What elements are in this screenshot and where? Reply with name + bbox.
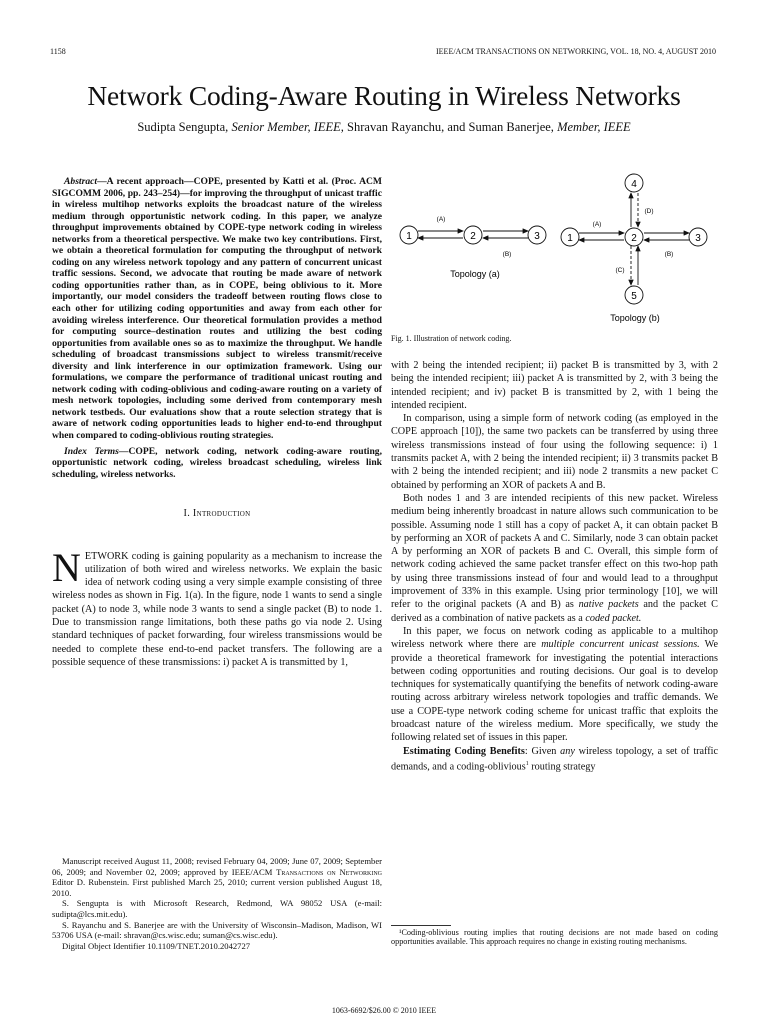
edge-label: (D) — [644, 208, 654, 215]
node-label: 1 — [406, 231, 412, 242]
body-paragraph: In this paper, we focus on network coding as applicable to a multihop wireless network where there are multiple concurrent unicast sessions. We provide a theoretical framework for investigating the potential interactions between coding opportunities and routing decisions. Our goal is to develop techniques for systematically quantifying the benefits of network coding-aware routing across arbitrary wireless network topologies and traffic demands. We use a COPE-type network coding scheme for unicast traffic that exploits the broadcast nature of the wireless medium. More specifically, we study the following related set of issues in this paper. — [391, 625, 718, 744]
footnote-doi: Digital Object Identifier 10.1109/TNET.2010.2042727 — [62, 940, 251, 951]
edge-label: (B) — [502, 251, 512, 258]
index-terms-lead: Index Terms — [64, 445, 119, 457]
footnote-affiliation-1: S. Sengupta is with Microsoft Research, Redmond, WA 98052 USA (e-mail: sudipta@lcs.mit.edu). — [52, 898, 382, 919]
author-sengupta: Sudipta Sengupta, — [137, 120, 229, 134]
footnote-rule — [391, 925, 451, 926]
edge-label: (C) — [615, 267, 625, 274]
footnotes — [52, 856, 382, 951]
intro-text: ETWORK coding is gaining popularity as a mechanism to increase the utilization of both wired and wireless networks. We explain the basic idea of network coding using a very simple example consisting of three wireless nodes as shown in Fig. 1(a). In the figure, node 1 wants to send a single packet (A) to node 3, while node 3 wants to send a single packet (B) to node 1. Due to transmission range limitations, both these paths go via node 2. Using standard techniques of packet forwarding, four wireless transmissions would be needed to complete these end-to-end packet transfers. The following are a possible sequence of these transmissions: i) packet A is transmitted by 1, — [52, 550, 382, 668]
author-rayanchu: Shravan Rayanchu, and — [347, 120, 466, 134]
page-number: 1158 — [50, 47, 66, 56]
footnote-affiliation-2: S. Rayanchu and S. Banerjee are with the University of Wisconsin–Madison, Madison, WI 53706 USA (e-mail: shravan@cs.wisc.edu; suman@cs.wisc.edu). — [52, 919, 382, 941]
drop-cap: N — [52, 544, 81, 590]
journal-header: IEEE/ACM TRANSACTIONS ON NETWORKING, VOL. 18, NO. 4, AUGUST 2010 — [436, 47, 716, 56]
node-label: 2 — [631, 233, 637, 244]
copyright-line: 1063-6692/$26.00 © 2010 IEEE — [331, 1006, 437, 1015]
node-label: 2 — [470, 231, 476, 242]
topology-a — [400, 216, 546, 279]
figure-caption: Fig. 1. Illustration of network coding. — [391, 334, 512, 343]
node-label: 5 — [631, 291, 637, 302]
right-column — [391, 359, 718, 774]
left-column — [52, 176, 382, 669]
abstract-text: —A recent approach—COPE, presented by Katti et al. (Proc. ACM SIGCOMM 2006, pp. 243–254)—for improving the throughput of unicast traffic in wireless multihop networks exploits the broadcast nature of the wireless medium through opportunistic network coding. In this paper, we analyze throughput improvements obtained by COPE-type network coding in wireless networks from a theoretical perspective. We make two key contributions. First, we obtain a theoretical formulation for computing the throughput of network coding on any wireless network topology and any pattern of concurrent unicast traffic sessions. Second, we advocate that routing be made aware of network coding opportunities rather than, as in COPE, being oblivious to it. More importantly, our model considers the tradeoff between routing flows close to each other for utilizing coding opportunities and away from each other for avoiding wireless interference. Our theoretical formulation provides a method for computing source–destination routes and utilizing the best coding opportunities from available ones so as to maximize the throughput. We handle scheduling of broadcast transmissions subject to wireless transmit/receive diversity and link interference in our optimization framework. Using our formulations, we compare the performance of traditional unicast routing and network coding with coding-oblivious and coding-aware routing on a variety of mesh network topologies, including some derived from contemporary mesh network testbeds. Our evaluations show that a route selection strategy that is aware of network coding opportunities leads to higher end-to-end throughput when compared to coding-oblivious routing strategies. — [52, 176, 382, 442]
body-paragraph: In comparison, using a simple form of network coding (as employed in the COPE approach [10]), the same two packets can be transferred by using three wireless transmissions instead of four using the following sequence: i) 1 transmits packet A, with 2 being the intended recipient; ii) 3 transmits packet B with 2 being the intended recipient; and iii) node 2 transmits a new packet C obtained by performing an XOR of packets A and B. — [391, 413, 718, 491]
right-footnote: ¹Coding-oblivious routing implies that routing decisions are not made based on coding opportunities available. This approach requires no change in existing routing mechanisms. — [391, 928, 718, 947]
edge-label: (B) — [664, 251, 674, 258]
index-terms — [52, 446, 382, 481]
edge-label: (A) — [592, 221, 602, 228]
intro-paragraph — [52, 544, 382, 670]
author-role: Member, IEEE — [557, 120, 631, 134]
edge-label: (A) — [436, 216, 446, 223]
topology-b — [561, 174, 707, 323]
index-terms-text: —COPE, network coding, network coding-aware routing, opportunistic network coding, wireless broadcast scheduling, wireless link scheduling, wireless networks. — [52, 445, 382, 480]
abstract — [52, 176, 382, 442]
node-label: 3 — [695, 233, 701, 244]
topology-b-label: Topology (b) — [610, 313, 660, 323]
footnote-manuscript: Manuscript received August 11, 2008; revised February 04, 2009; June 07, 2009; September 06, 2009; and November 02, 2009; approved by IEEE/ACM Transactions on Networking Editor D. Rubenstein. First published March 25, 2010; current version published August 18, 2010. — [52, 856, 382, 898]
body-paragraph: with 2 being the intended recipient; ii) packet B is transmitted by 3, with 2 being the intended recipient; iii) packet A is transmitted by 2, with 3 being the intended recipient; and iv) packet B is transmitted by 2, with 1 being the intended recipient. — [391, 360, 718, 411]
author-role: Senior Member, IEEE, — [231, 120, 344, 134]
section-heading — [52, 507, 382, 520]
body-paragraph: Both nodes 1 and 3 are intended recipients of this new packet. Wireless medium being inherently broadcast in nature allows such communication to be possible. Assuming node 1 still has a copy of packet A, it can obtain packet B by performing an XOR of packets A and C. Similarly, node 3 can obtain packet A by performing an XOR of packets B and C. Overall, this simple form of network coding achieved the same packet transfer effect on this two-hop path by using three transmissions instead of four and would lead to a throughput improvement of 33% in this example. Using prior terminology [10], we will refer to the original packets (A and B) as native packets and the packet C derived as a combination of native packets as a coded packet. — [391, 492, 718, 624]
node-label: 4 — [631, 179, 637, 190]
section-title: Introduction — [192, 508, 251, 520]
author-banerjee: Suman Banerjee, — [468, 120, 554, 134]
body-paragraph: Estimating Coding Benefits: Given any wireless topology, a set of traffic demands, and a coding-oblivious$^1$ routing strategy — [391, 745, 719, 773]
node-label: 1 — [567, 233, 573, 244]
footnote-marker: 1 — [525, 760, 529, 767]
section-number: I. — [183, 508, 191, 520]
figure-network-coding — [391, 170, 721, 330]
abstract-lead: Abstract — [64, 176, 98, 187]
topology-a-label: Topology (a) — [450, 269, 500, 279]
node-label: 3 — [534, 231, 540, 242]
author-line — [0, 120, 768, 135]
paper-title: Network Coding-Aware Routing in Wireless Networks — [87, 80, 681, 111]
